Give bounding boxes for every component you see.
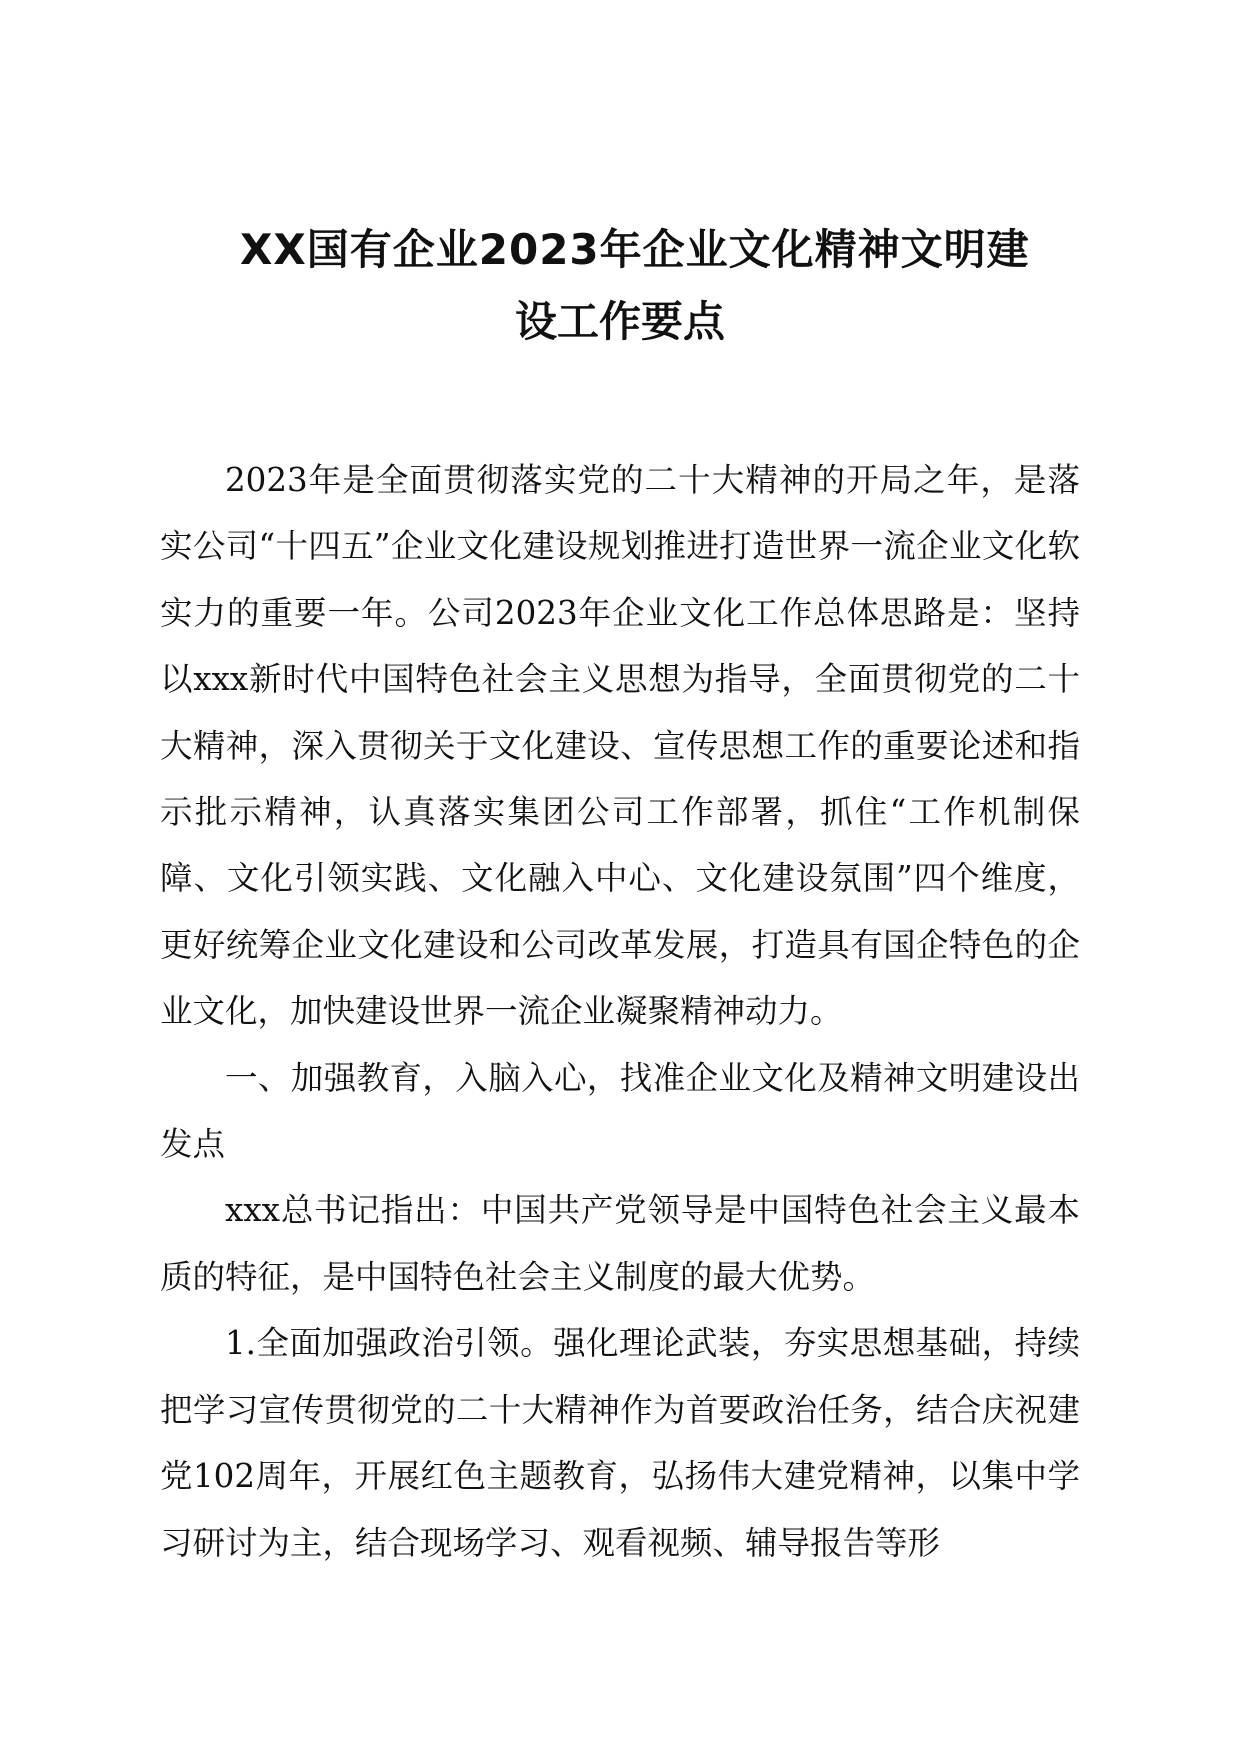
paragraph-quote: xxx总书记指出：中国共产党领导是中国特色社会主义最本质的特征，是中国特色社会主义制度的最大优势。: [160, 1191, 1080, 1296]
document-title-line-1: XX国有企业2023年企业文化精神文明建: [240, 225, 1030, 274]
document-body: [160, 447, 1080, 1576]
paragraph-intro: 2023年是全面贯彻落实党的二十大精神的开局之年，是落实公司“十四五”企业文化建设规划推进打造世界一流企业文化软实力的重要一年。公司2023年企业文化工作总体思路是：坚持以xxx新时代中国特色社会主义思想为指导，全面贯彻党的二十大精神，深入贯彻关于文化建设、宣传思想工作的重要论述和指示批示精神，认真落实集团公司工作部署，抓住“工作机制保障、文化引领实践、文化融入中心、文化建设氛围”四个维度，更好统筹企业文化建设和公司改革发展，打造具有国企特色的企业文化，加快建设世界一流企业凝聚精神动力。: [160, 461, 1080, 1031]
paragraph-item-1: 1.全面加强政治引领。强化理论武装，夯实思想基础，持续把学习宣传贯彻党的二十大精神作为首要政治任务，结合庆祝建党102周年，开展红色主题教育，弘扬伟大建党精神，以集中学习研讨为主，结合现场学习、观看视频、辅导报告等形: [160, 1324, 1080, 1562]
paragraph-section-heading-1: 一、加强教育，入脑入心，找准企业文化及精神文明建设出发点: [160, 1058, 1080, 1164]
document-title-line-2: 设工作要点: [514, 297, 725, 346]
